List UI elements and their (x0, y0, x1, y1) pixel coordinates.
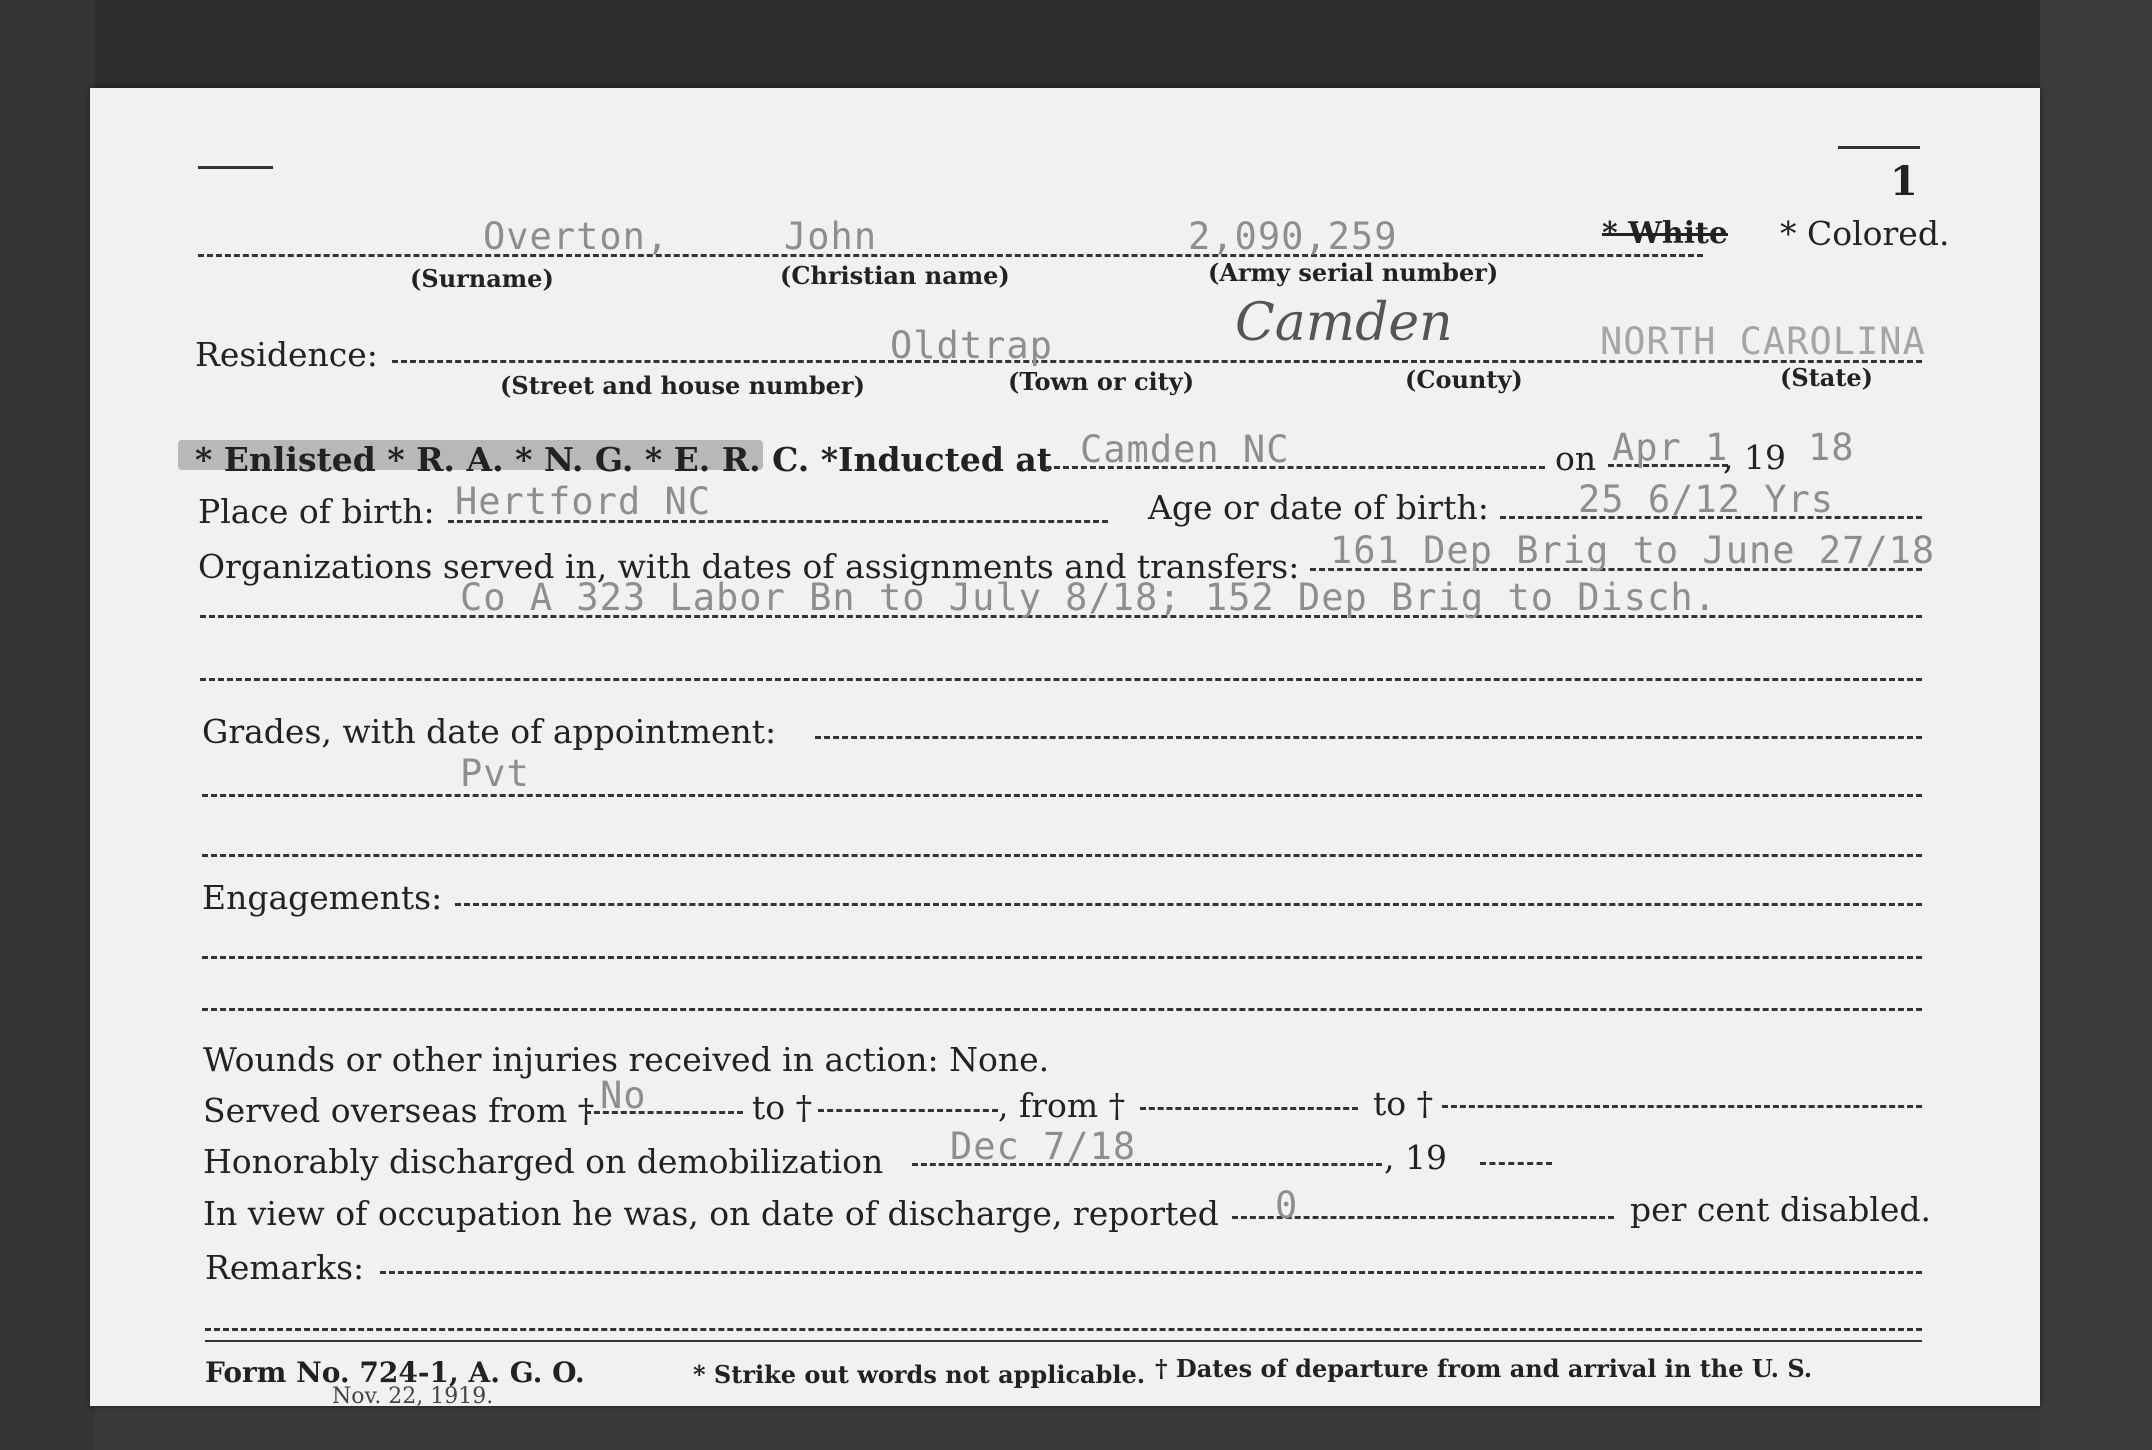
discharge-date-value: Dec 7/18 (950, 1125, 1137, 1168)
remarks-line-2 (205, 1328, 1922, 1331)
remarks-label: Remarks: (205, 1248, 365, 1287)
occupation-label: In view of occupation he was, on date of discharge, reported (203, 1194, 1219, 1233)
overseas-label: Served overseas from † (203, 1091, 595, 1130)
background-left (0, 0, 95, 1450)
top-left-rule (198, 166, 273, 169)
per-cent-label: per cent disabled. (1630, 1190, 1932, 1229)
footer-rule (205, 1340, 1922, 1342)
state-value: NORTH CAROLINA (1600, 320, 1926, 363)
serial-number-value: 2,090,259 (1188, 215, 1398, 258)
induction-year-value: 18 (1808, 426, 1855, 469)
grades-line-3 (202, 854, 1922, 857)
engagements-line-1 (455, 903, 1922, 906)
form-date: Nov. 22, 1919. (332, 1384, 494, 1409)
service-record-card (90, 88, 2040, 1409)
grades-line-1 (815, 736, 1922, 739)
engagements-label: Engagements: (202, 878, 443, 917)
enlisted-label: * Enlisted * R. A. * N. G. * E. R. C. *Inducted at (195, 440, 1053, 479)
year-prefix: , 19 (1723, 438, 1786, 477)
grade-value: Pvt (460, 752, 530, 795)
induction-date-value: Apr 1 (1612, 426, 1729, 469)
caption-surname: (Surname) (410, 264, 554, 293)
discharged-label: Honorably discharged on demobilization (203, 1142, 884, 1181)
overseas-from-label: , from † (998, 1086, 1126, 1125)
remarks-line-1 (380, 1271, 1922, 1274)
overseas-to-label: to † (752, 1088, 813, 1127)
surname-value: Overton, (483, 215, 670, 258)
caption-town: (Town or city) (1008, 367, 1195, 396)
overseas-to-line (818, 1109, 998, 1112)
engagements-line-3 (202, 1008, 1922, 1011)
residence-label: Residence: (195, 335, 378, 374)
caption-street: (Street and house number) (500, 371, 865, 400)
overseas-to-label-2: to † (1373, 1084, 1434, 1123)
caption-serial-number: (Army serial number) (1208, 258, 1499, 287)
age-label: Age or date of birth: (1148, 488, 1489, 527)
footnote-dates: † Dates of departure from and arrival in the U. S. (1155, 1354, 1813, 1383)
engagements-line-2 (202, 956, 1922, 959)
top-right-rule (1838, 146, 1920, 149)
name-line (198, 254, 1703, 257)
organizations-line-3 (200, 678, 1922, 681)
age-value: 25 6/12 Yrs (1578, 478, 1835, 521)
form-number: Form No. 724-1, A. G. O. (205, 1356, 585, 1389)
disabled-value: 0 (1275, 1184, 1299, 1227)
organizations-value-2: Co A 323 Labor Bn to July 8/18; 152 Dep Brig to Disch. (460, 576, 1717, 619)
town-value: Oldtrap (890, 324, 1053, 367)
discharge-year-label: , 19 (1384, 1138, 1447, 1177)
overseas-value: No (600, 1074, 647, 1117)
caption-state: (State) (1780, 363, 1874, 392)
christian-name-value: John (784, 215, 878, 258)
discharge-year-line (1480, 1162, 1552, 1165)
birth-place-label: Place of birth: (198, 492, 435, 531)
background-top (0, 0, 2152, 95)
organizations-value-1: 161 Dep Brig to June 27/18 (1330, 529, 1936, 572)
wounds-label: Wounds or other injuries received in action: None. (203, 1040, 1050, 1079)
birth-place-value: Hertford NC (455, 480, 712, 523)
overseas-to-line-2 (1442, 1105, 1922, 1108)
race-colored-label: * Colored. (1780, 214, 1950, 253)
county-value: Camden (1235, 293, 1453, 353)
background-right (2040, 0, 2152, 1450)
race-white-label: * White (1602, 216, 1728, 251)
footnote-strike: * Strike out words not applicable. (693, 1360, 1146, 1389)
caption-county: (County) (1405, 365, 1523, 394)
organizations-label: Organizations served in, with dates of assignments and transfers: (198, 547, 1300, 586)
overseas-from-line-2 (1140, 1107, 1358, 1110)
on-label: on (1555, 439, 1597, 478)
card-number: 1 (1890, 158, 1918, 205)
grades-label: Grades, with date of appointment: (202, 712, 777, 751)
caption-christian-name: (Christian name) (780, 261, 1010, 290)
inducted-at-value: Camden NC (1080, 428, 1290, 471)
